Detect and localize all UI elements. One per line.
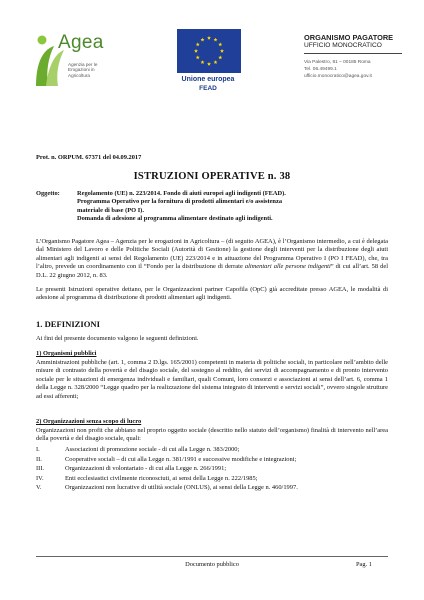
subject-line-4: Domanda di adesione al programma alimentare destinato agli indigenti. bbox=[77, 214, 273, 222]
list-item bbox=[36, 456, 388, 465]
subject-block bbox=[36, 190, 388, 223]
footer-page-number: Pag. 1 bbox=[356, 561, 372, 568]
footer-divider bbox=[36, 556, 388, 557]
intro-paragraph bbox=[36, 238, 388, 280]
definition-1-text: Amministrazioni pubbliche (art. 1, comma 2 D.lgs. 165/2001) competenti in materia di politiche sociali, in particolare nell’ambito delle misure di contrasto della povertà e del disagio sociale, del sostegno al reddito, dei servizi di accompagnamento e di pronto intervento sociale per le situazioni di emergenza individuali e familiari, quali Comuni, loro consorzi e associazioni ai sensi dell’art. 6, comma 1 della Legge n. 328/2000 “Legge quadro per la realizzazione del sistema integrato di interventi e servizi sociali”, ovvero singole strutture ad essi afferenti; bbox=[36, 359, 388, 400]
org-phone: Tel. 06.49499.1 bbox=[304, 66, 337, 72]
list-item-number: V. bbox=[36, 484, 42, 492]
agea-logo bbox=[32, 28, 112, 90]
org-subtitle: UFFICIO MONOCRATICO bbox=[304, 42, 382, 49]
definition-2-title: 2) Organizzazioni senza scopo di lucro bbox=[36, 418, 142, 425]
list-item-text: Organizzazioni di volontariato - di cui alla Legge n. 266/1991; bbox=[65, 465, 227, 473]
org-address: Via Palestro, 81 – 00185 Roma bbox=[304, 60, 371, 65]
eu-fund-text: FEAD bbox=[199, 85, 217, 92]
list-item-number: II. bbox=[36, 455, 42, 463]
footer-public-document: Documento pubblico bbox=[185, 561, 239, 568]
document-title: ISTRUZIONI OPERATIVE n. 38 bbox=[133, 171, 291, 182]
intro-paragraph-italic: alimentari alle persone indigenti bbox=[244, 263, 331, 271]
subject-line-3: materiale di base (PO I). bbox=[77, 206, 144, 214]
list-item-number: III. bbox=[36, 465, 45, 473]
list-item bbox=[36, 475, 388, 484]
intro-paragraph-a: L’Organismo Pagatore Agea – Agenzia per le erogazioni in Agricoltura – (di seguito AGEA), è l’Organismo intermedio, a cui è delegata dal Ministero del Lavoro e delle Politiche Sociali (Autorità di Gestione) la gestione degli interventi per la distribuzione degli aiuti alimentari agli indigenti ai sensi del Regolamento (UE) 223/2014 e in attuazione del Programma Operativo I (PO I FEAD), che, tra l’altro, prevede un coordinamento con il “Fondo per la distribuzione di derrate bbox=[36, 238, 388, 271]
list-item-number: IV. bbox=[36, 474, 44, 482]
scope-paragraph: Le presenti Istruzioni operative dettano, per le Organizzazioni partner Capofila (OpC) già accreditate presso AGEA, le modalità di adesione al programma di distribuzione di prodotti alimentari agli indigenti. bbox=[36, 286, 388, 302]
protocol-number: Prot. n. ORPUM. 67371 del 04.09.2017 bbox=[36, 154, 142, 161]
list-item-number: I. bbox=[36, 446, 40, 453]
definitions-intro: Ai fini del presente documento valgono le seguenti definizioni. bbox=[36, 335, 199, 342]
list-item-text: Organizzazioni non lucrative di utilità sociale (ONLUS), ai sensi della Legge n. 460/1997. bbox=[65, 484, 298, 492]
agea-tagline: Agenzia per le Erogazioni in Agricoltura bbox=[68, 62, 98, 78]
agea-logo-text: Agea bbox=[58, 32, 104, 53]
list-item-text: Associazioni di promozione sociale - di cui alla Legge n. 383/2000; bbox=[65, 446, 240, 453]
section-title-definitions: 1. DEFINIZIONI bbox=[36, 319, 100, 329]
definition-2-text: Organizzazioni non profit che abbiano nel proprio oggetto sociale (descritto nello statuto dell’organismo) finalità di intervento nell’area della povertà e del disagio sociale, quali: bbox=[36, 427, 388, 443]
eu-caption bbox=[160, 75, 256, 93]
list-item bbox=[36, 446, 388, 455]
eu-stars-icon bbox=[177, 29, 241, 73]
subject-label: Oggetto: bbox=[36, 190, 60, 197]
subject-line-1: Regolamento (UE) n. 223/2014. Fondo di aiuti europei agli indigenti (FEAD). bbox=[77, 190, 286, 197]
org-divider bbox=[304, 53, 402, 54]
org-title: ORGANISMO PAGATORE bbox=[304, 33, 394, 42]
list-item-text: Enti ecclesiastici civilmente riconosciuti, ai sensi della Legge n. 222/1985; bbox=[65, 474, 258, 482]
org-email: ufficio.monocratico@agea.gov.it bbox=[304, 73, 372, 79]
list-item bbox=[36, 484, 388, 493]
list-item bbox=[36, 465, 388, 474]
intro-paragraph-b: ” di cui all’art. 58 del D.L. 22 giugno 2012, n. 83. bbox=[36, 263, 388, 279]
definition-1-title: 1) Organismi pubblici bbox=[36, 350, 97, 357]
subject-line-2: Programma Operativo per la fornitura di prodotti alimentari e/o assistenza bbox=[77, 198, 283, 206]
org-header bbox=[304, 33, 402, 80]
list-item-text: Cooperative sociali – di cui alla Legge n. 381/1991 e successive modifiche e integrazioni; bbox=[65, 455, 297, 463]
eu-flag bbox=[177, 29, 241, 73]
eu-caption-text: Unione europea bbox=[181, 76, 235, 83]
